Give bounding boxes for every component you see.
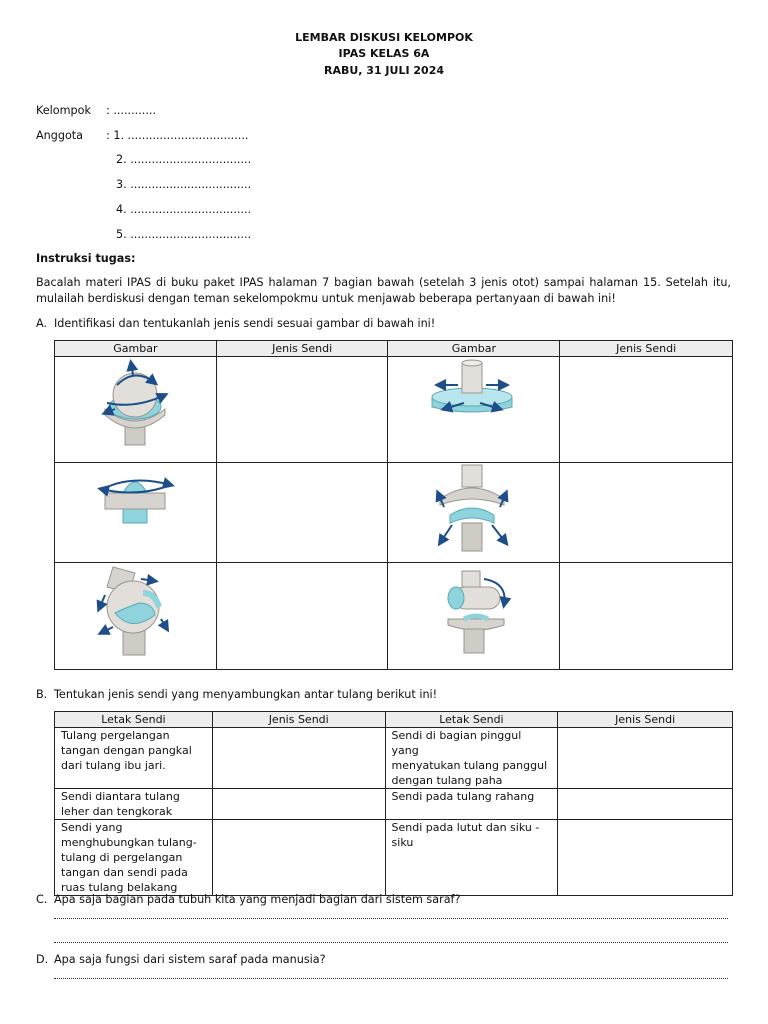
table-row xyxy=(55,820,733,896)
cell-line: Tulang pergelangan xyxy=(61,729,170,742)
cell-line: Sendi pada tulang rahang xyxy=(391,790,535,803)
location-cell xyxy=(55,820,213,896)
answer-cell[interactable] xyxy=(212,789,385,820)
cell-line: tangan dengan pangkal xyxy=(61,744,192,757)
answer-cell[interactable] xyxy=(560,357,733,463)
cell-line: Sendi diantara tulang xyxy=(61,790,180,803)
section-b-letter: B. xyxy=(36,688,48,701)
section-c-question: Apa saja bagian pada tubuh kita yang menjadi bagian dari sistem saraf? xyxy=(54,893,461,906)
worksheet-class: IPAS KELAS 6A xyxy=(338,47,430,60)
section-d-question: Apa saja fungsi dari sistem saraf pada manusia? xyxy=(54,953,326,966)
member-1-field[interactable]: : 1. .................................. xyxy=(106,129,249,142)
section-a-letter: A. xyxy=(36,317,48,330)
anggota-label: Anggota xyxy=(36,129,84,142)
section-b-question: Tentukan jenis sendi yang menyambungkan antar tulang berikut ini! xyxy=(54,688,438,701)
image-cell xyxy=(388,563,560,670)
cell-line: leher dan tengkorak xyxy=(61,805,173,818)
cell-line: dengan tulang paha xyxy=(391,774,503,787)
table-row xyxy=(55,728,733,789)
answer-cell[interactable] xyxy=(212,820,385,896)
cell-line: dari tulang ibu jari. xyxy=(61,759,166,772)
cell-line: siku xyxy=(391,836,414,849)
pivot-joint-icon xyxy=(55,463,217,563)
location-cell xyxy=(55,789,213,820)
worksheet-title: LEMBAR DISKUSI KELOMPOK xyxy=(295,31,473,44)
image-cell xyxy=(55,563,217,670)
instructions-line-2: mulailah berdiskusi dengan teman sekelompokmu untuk menjawab beberapa pertanyaan di bawah ini! xyxy=(36,292,616,305)
table-header-row xyxy=(55,341,733,357)
section-c-letter: C. xyxy=(36,893,48,906)
cell-line: tangan dan sendi pada xyxy=(61,866,188,879)
table-row xyxy=(55,463,733,563)
table-row xyxy=(55,789,733,820)
cell-line: menyatukan tulang panggul xyxy=(391,759,548,772)
joint-location-table xyxy=(54,711,733,896)
answer-line[interactable] xyxy=(54,908,728,919)
answer-cell[interactable] xyxy=(216,357,388,463)
section-a-question: Identifikasi dan tentukanlah jenis sendi sesuai gambar di bawah ini! xyxy=(54,317,436,330)
answer-cell[interactable] xyxy=(216,563,388,670)
ball-and-socket-joint-icon xyxy=(55,357,217,463)
cell-line: ruas tulang belakang xyxy=(61,881,178,894)
condyloid-joint-icon xyxy=(55,563,217,670)
answer-cell[interactable] xyxy=(212,728,385,789)
answer-cell[interactable] xyxy=(216,463,388,563)
location-cell xyxy=(385,728,558,789)
cell-line: tulang di pergelangan xyxy=(61,851,183,864)
answer-line[interactable] xyxy=(54,932,728,943)
answer-cell[interactable] xyxy=(558,789,733,820)
image-cell xyxy=(388,463,560,563)
answer-cell[interactable] xyxy=(560,463,733,563)
image-cell xyxy=(55,463,217,563)
answer-line[interactable] xyxy=(54,968,728,979)
cell-line: Sendi yang xyxy=(61,821,123,834)
kelompok-label: Kelompok xyxy=(36,104,91,117)
answer-cell[interactable] xyxy=(560,563,733,670)
member-5-field[interactable]: 5. .................................. xyxy=(116,228,252,241)
column-header-jenis-sendi: Jenis Sendi xyxy=(558,712,733,728)
instructions-line-1: Bacalah materi IPAS di buku paket IPAS halaman 7 bagian bawah (setelah 3 jenis otot) sampai halaman 15. Setelah itu, xyxy=(36,276,731,289)
worksheet-date: RABU, 31 JULI 2024 xyxy=(323,64,445,77)
hinge-joint-icon xyxy=(388,563,560,670)
location-cell xyxy=(55,728,213,789)
section-d-letter: D. xyxy=(36,953,49,966)
joint-image-table xyxy=(54,340,733,670)
answer-cell[interactable] xyxy=(558,728,733,789)
column-header-jenis-sendi: Jenis Sendi xyxy=(212,712,385,728)
plane-gliding-joint-icon xyxy=(388,357,560,463)
column-header-jenis-sendi: Jenis Sendi xyxy=(560,341,733,357)
answer-cell[interactable] xyxy=(558,820,733,896)
member-3-field[interactable]: 3. .................................. xyxy=(116,178,252,191)
member-4-field[interactable]: 4. .................................. xyxy=(116,203,252,216)
table-row xyxy=(55,357,733,463)
kelompok-field[interactable]: : ............ xyxy=(106,104,156,117)
column-header-gambar: Gambar xyxy=(55,341,217,357)
saddle-joint-icon xyxy=(388,463,560,563)
column-header-letak-sendi: Letak Sendi xyxy=(55,712,213,728)
column-header-gambar: Gambar xyxy=(388,341,560,357)
instructions-title: Instruksi tugas: xyxy=(36,252,136,265)
member-2-field[interactable]: 2. .................................. xyxy=(116,153,252,166)
cell-line: Sendi pada lutut dan siku - xyxy=(391,821,540,834)
location-cell xyxy=(385,820,558,896)
column-header-jenis-sendi: Jenis Sendi xyxy=(216,341,388,357)
cell-line: Sendi di bagian pinggul yang xyxy=(391,729,522,757)
cell-line: menghubungkan tulang- xyxy=(61,836,197,849)
image-cell xyxy=(55,357,217,463)
table-row xyxy=(55,563,733,670)
location-cell xyxy=(385,789,558,820)
column-header-letak-sendi: Letak Sendi xyxy=(385,712,558,728)
table-header-row xyxy=(55,712,733,728)
image-cell xyxy=(388,357,560,463)
